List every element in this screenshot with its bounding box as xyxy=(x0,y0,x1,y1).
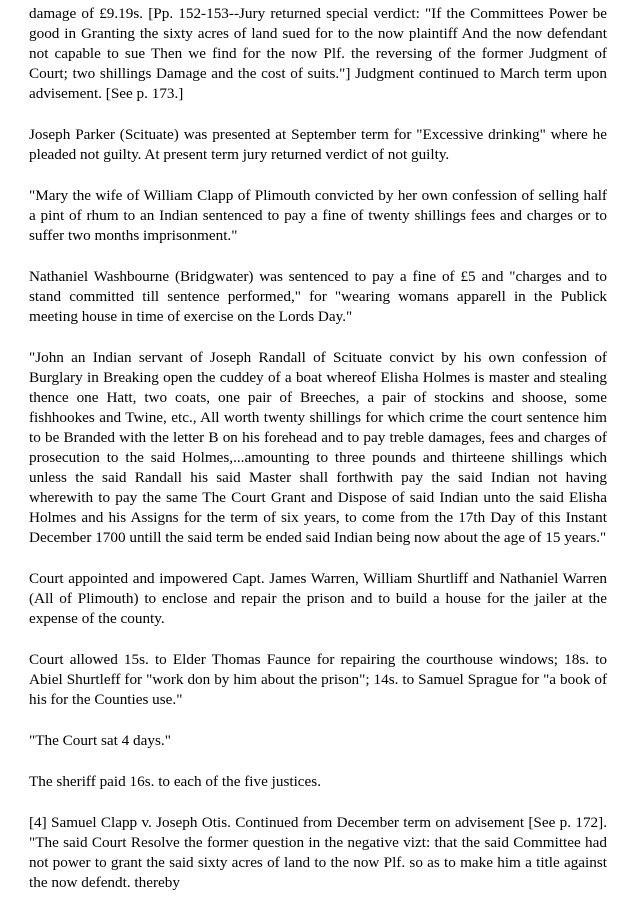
paragraph-court-allowances: Court allowed 15s. to Elder Thomas Faunce for repairing the courthouse windows; 18s. to Abiel Shurtleff for "work don by him about the prison"; 14s. to Samuel Sprague for "a book of his for the Counties use." xyxy=(29,651,607,708)
paragraph-prison-repair: Court appointed and impowered Capt. James Warren, William Shurtliff and Nathaniel Warren (All of Plimouth) to enclose and repair the prison and to build a house for the jailer at the expense of the county. xyxy=(29,570,607,627)
paragraph-court-sat: "The Court sat 4 days." xyxy=(29,732,171,749)
paragraph-nathaniel-washbourne: Nathaniel Washbourne (Bridgwater) was sentenced to pay a fine of £5 and "charges and to stand committed till sentence performed," for "wearing womans apparell in the Publick meeting house in time of exercise on the Lords Day." xyxy=(29,268,607,325)
paragraph-joseph-parker: Joseph Parker (Scituate) was presented at September term for "Excessive drinking" where he pleaded not guilty. At present term jury returned verdict of not guilty. xyxy=(29,126,607,163)
paragraph-sheriff-paid: The sheriff paid 16s. to each of the five justices. xyxy=(29,773,321,790)
paragraph-jury-verdict: damage of £9.19s. [Pp. 152-153--Jury returned special verdict: "If the Committees Power be good in Granting the sixty acres of land sued for to the now plaintiff And the now defendant not capable to sue Then we find for the now Plf. the reversing of the former Judgment of Court; two shillings Damage and the cost of suits."] Judgment continued to March term upon advisement. [See p. 173.] xyxy=(29,5,607,102)
paragraph-mary-clapp: "Mary the wife of William Clapp of Plimouth convicted by her own confession of selling half a pint of rhum to an Indian sentenced to pay a fine of twenty shillings fees and charges or to suffer two months imprisonment." xyxy=(29,187,607,244)
paragraph-john-indian-servant: "John an Indian servant of Joseph Randall of Scituate convict by his own confession of Burglary in Breaking open the cuddey of a boat whereof Elisha Holmes is master and stealing thence one Hatt, two coats, one pair of Breeches, a pair of stockins and shoose, some fishhookes and Twine, etc., All worth twenty shillings for which crime the court sentence him to be Branded with the letter B on his forehead and to pay treble damages, fees and charges of prosecution to the said Holmes,...amounting to three pounds and thirteene shillings which unless the said Randall his said Master shall forthwith pay the said Indian not having wherewith to pay the same The Court Grant and Dispose of said Indian unto the said Elisha Holmes and his Assigns for the term of six years, to come from the 17th Day of this Instant December 1700 untill the said term be ended said Indian being now about the age of 15 years." xyxy=(29,349,607,546)
paragraph-clapp-v-otis: [4] Samuel Clapp v. Joseph Otis. Continued from December term on advisement [See p. 172]. "The said Court Resolve the former question in the negative vizt: that the said Committee had not power to grant the said sixty acres of land to the now Plf. so as to make him a title against the now defendt. thereby xyxy=(29,814,607,891)
document-page xyxy=(29,4,607,914)
